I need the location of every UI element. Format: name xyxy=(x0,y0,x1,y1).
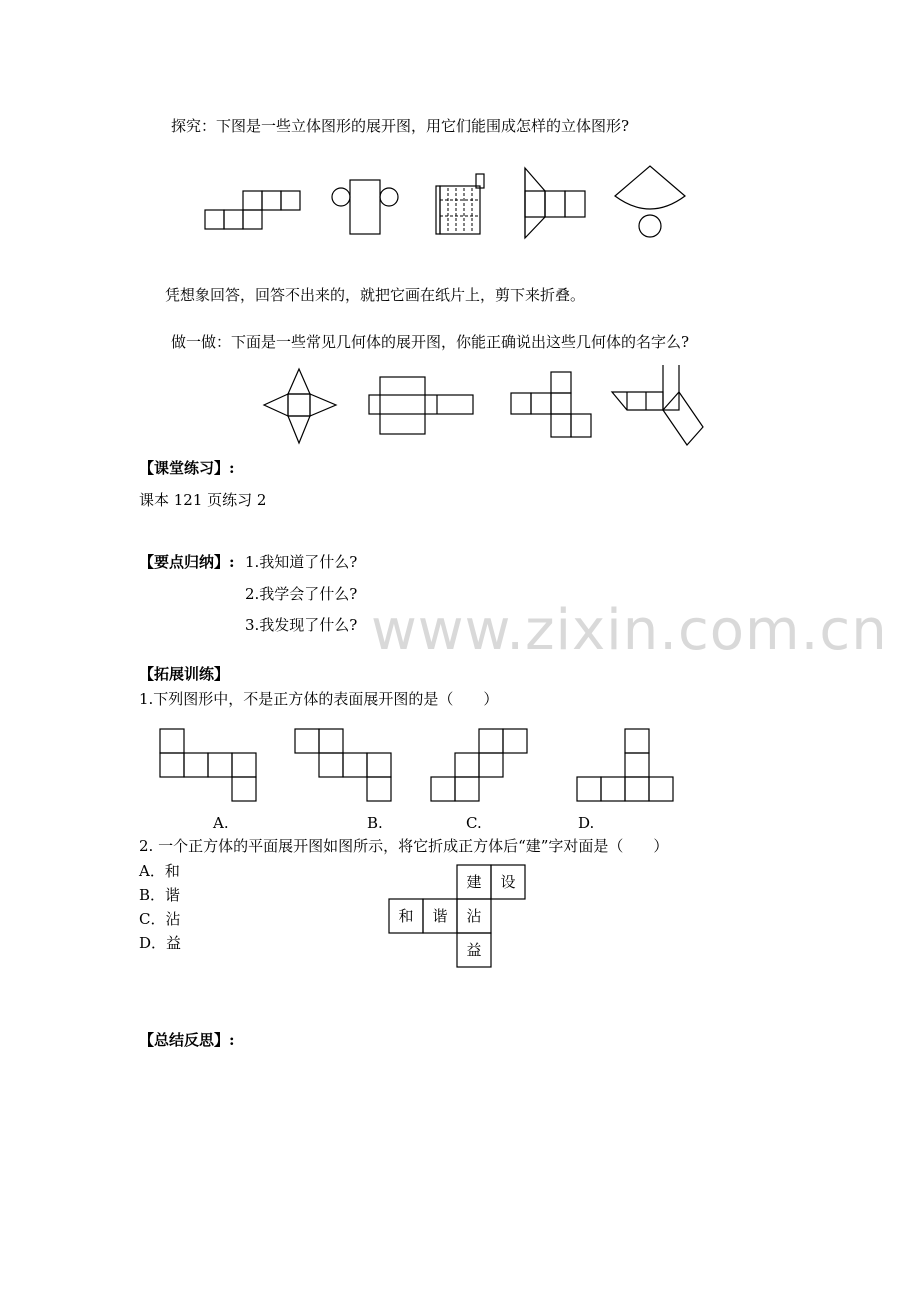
try-net-cuboid xyxy=(369,377,473,434)
net-cell-she: 设 xyxy=(500,873,516,891)
extension-heading: 【拓展训练】 xyxy=(139,665,230,683)
try-net-cube xyxy=(511,372,591,437)
option-c-label: C. xyxy=(466,814,482,832)
option-d-label: D. xyxy=(578,814,595,832)
question-2-option-d: D．益 xyxy=(139,934,182,952)
question-2-net-figure xyxy=(388,864,528,970)
option-a-label: A. xyxy=(213,814,229,832)
watermark: www.zixin.com.cn xyxy=(371,598,888,663)
explore-net-cylinder xyxy=(332,180,398,234)
option-b-label: B. xyxy=(367,814,383,832)
option-b-net xyxy=(295,729,391,801)
class-practice-text: 课本 121 页练习 2 xyxy=(139,491,267,509)
net-cell-xie: 谐 xyxy=(432,907,448,925)
option-d-net xyxy=(577,729,673,801)
net-cell-zhan: 沾 xyxy=(466,907,482,925)
summary-point-1: 1.我知道了什么? xyxy=(245,553,358,571)
summary-point-2: 2.我学会了什么? xyxy=(245,585,358,603)
try-net-pyramid xyxy=(264,369,336,443)
question-2-text: 2. 一个正方体的平面展开图如图所示，将它折成正方体后“建”字对面是（ ） xyxy=(139,837,669,855)
explore-hint: 凭想象回答，回答不出来的，就把它画在纸片上，剪下来折叠。 xyxy=(165,286,586,304)
explore-net-cube xyxy=(205,191,300,229)
explore-net-prism xyxy=(436,174,484,234)
option-c-net xyxy=(431,729,527,801)
explore-net-triangular-prism xyxy=(525,168,585,238)
class-practice-heading: 【课堂练习】: xyxy=(139,459,235,477)
question-1-text: 1.下列图形中，不是正方体的表面展开图的是（ ） xyxy=(139,690,499,708)
explore-question: 探究：下图是一些立体图形的展开图，用它们能围成怎样的立体图形? xyxy=(171,117,630,135)
reflection-heading: 【总结反思】: xyxy=(139,1031,235,1049)
explore-net-cone xyxy=(615,166,685,237)
question-2-option-c: C．沾 xyxy=(139,910,181,928)
net-cell-yi: 益 xyxy=(466,941,482,959)
explore-nets-figure xyxy=(200,160,700,245)
try-net-triangle-prism xyxy=(612,365,703,445)
try-it-nets-figure xyxy=(260,365,710,450)
question-1-options-figure xyxy=(155,724,680,808)
option-a-net xyxy=(160,729,256,801)
question-2-option-b: B．谐 xyxy=(139,886,181,904)
question-2-option-a: A．和 xyxy=(139,862,180,880)
try-it-question: 做一做：下面是一些常见几何体的展开图，你能正确说出这些几何体的名字么? xyxy=(171,333,690,351)
summary-point-3: 3.我发现了什么? xyxy=(245,616,358,634)
net-cell-he: 和 xyxy=(398,907,414,925)
net-cell-jian: 建 xyxy=(466,873,482,891)
summary-points-heading: 【要点归纳】: xyxy=(139,553,235,571)
